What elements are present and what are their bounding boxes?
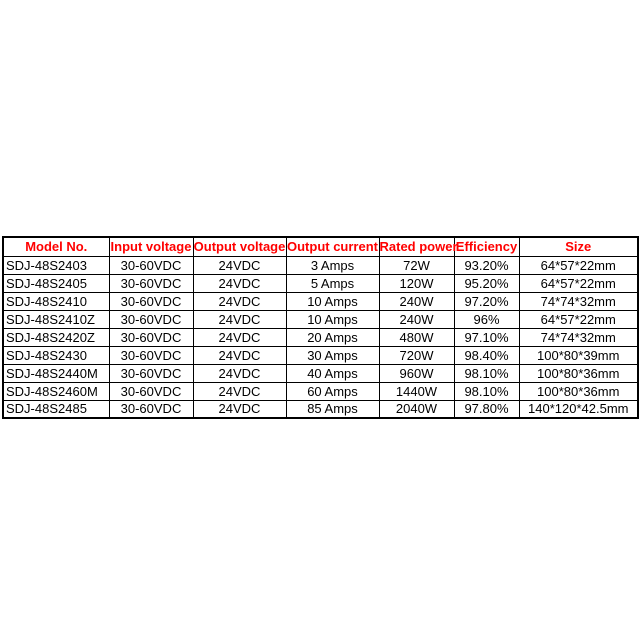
cell-output-voltage: 24VDC <box>193 400 286 418</box>
cell-input-voltage: 30-60VDC <box>109 274 193 292</box>
cell-rated-power: 120W <box>379 274 454 292</box>
cell-output-current: 3 Amps <box>286 256 379 274</box>
column-header-output-current: Output current <box>286 237 379 256</box>
cell-rated-power: 240W <box>379 292 454 310</box>
cell-efficiency: 93.20% <box>454 256 519 274</box>
cell-size: 74*74*32mm <box>519 292 638 310</box>
cell-model: SDJ-48S2485 <box>3 400 109 418</box>
cell-model: SDJ-48S2410 <box>3 292 109 310</box>
table-row <box>3 274 638 292</box>
cell-efficiency: 97.20% <box>454 292 519 310</box>
column-header-rated-power: Rated power <box>379 237 454 256</box>
cell-size: 140*120*42.5mm <box>519 400 638 418</box>
cell-output-current: 10 Amps <box>286 310 379 328</box>
column-header-size: Size <box>519 237 638 256</box>
cell-input-voltage: 30-60VDC <box>109 346 193 364</box>
cell-size: 100*80*39mm <box>519 346 638 364</box>
cell-output-current: 85 Amps <box>286 400 379 418</box>
power-supply-spec-table <box>2 236 639 419</box>
cell-output-voltage: 24VDC <box>193 364 286 382</box>
cell-size: 64*57*22mm <box>519 310 638 328</box>
cell-efficiency: 98.10% <box>454 382 519 400</box>
cell-rated-power: 480W <box>379 328 454 346</box>
table-row <box>3 292 638 310</box>
cell-output-voltage: 24VDC <box>193 256 286 274</box>
cell-rated-power: 72W <box>379 256 454 274</box>
cell-input-voltage: 30-60VDC <box>109 364 193 382</box>
cell-input-voltage: 30-60VDC <box>109 310 193 328</box>
cell-efficiency: 97.10% <box>454 328 519 346</box>
cell-size: 100*80*36mm <box>519 382 638 400</box>
cell-efficiency: 96% <box>454 310 519 328</box>
table-row <box>3 328 638 346</box>
cell-input-voltage: 30-60VDC <box>109 328 193 346</box>
cell-efficiency: 97.80% <box>454 400 519 418</box>
cell-output-voltage: 24VDC <box>193 346 286 364</box>
table-row <box>3 364 638 382</box>
column-header-efficiency: Efficiency <box>454 237 519 256</box>
cell-output-voltage: 24VDC <box>193 382 286 400</box>
column-header-input-voltage: Input voltage <box>109 237 193 256</box>
cell-model: SDJ-48S2460M <box>3 382 109 400</box>
column-header-output-voltage: Output voltage <box>193 237 286 256</box>
cell-output-current: 60 Amps <box>286 382 379 400</box>
cell-output-voltage: 24VDC <box>193 274 286 292</box>
table-row <box>3 310 638 328</box>
cell-output-voltage: 24VDC <box>193 328 286 346</box>
cell-output-voltage: 24VDC <box>193 292 286 310</box>
cell-efficiency: 98.40% <box>454 346 519 364</box>
cell-rated-power: 2040W <box>379 400 454 418</box>
table-row <box>3 346 638 364</box>
cell-rated-power: 960W <box>379 364 454 382</box>
cell-efficiency: 95.20% <box>454 274 519 292</box>
cell-input-voltage: 30-60VDC <box>109 292 193 310</box>
cell-efficiency: 98.10% <box>454 364 519 382</box>
cell-input-voltage: 30-60VDC <box>109 400 193 418</box>
cell-output-current: 10 Amps <box>286 292 379 310</box>
table-row <box>3 256 638 274</box>
cell-rated-power: 720W <box>379 346 454 364</box>
cell-output-current: 20 Amps <box>286 328 379 346</box>
cell-input-voltage: 30-60VDC <box>109 256 193 274</box>
cell-rated-power: 240W <box>379 310 454 328</box>
cell-model: SDJ-48S2405 <box>3 274 109 292</box>
cell-size: 100*80*36mm <box>519 364 638 382</box>
cell-size: 74*74*32mm <box>519 328 638 346</box>
cell-model: SDJ-48S2403 <box>3 256 109 274</box>
cell-size: 64*57*22mm <box>519 256 638 274</box>
cell-output-current: 30 Amps <box>286 346 379 364</box>
table-row <box>3 382 638 400</box>
column-header-model: Model No. <box>3 237 109 256</box>
cell-output-voltage: 24VDC <box>193 310 286 328</box>
cell-size: 64*57*22mm <box>519 274 638 292</box>
table-row <box>3 400 638 418</box>
cell-model: SDJ-48S2410Z <box>3 310 109 328</box>
cell-model: SDJ-48S2420Z <box>3 328 109 346</box>
cell-model: SDJ-48S2430 <box>3 346 109 364</box>
cell-rated-power: 1440W <box>379 382 454 400</box>
table-header-row <box>3 237 638 256</box>
cell-output-current: 5 Amps <box>286 274 379 292</box>
cell-input-voltage: 30-60VDC <box>109 382 193 400</box>
cell-model: SDJ-48S2440M <box>3 364 109 382</box>
cell-output-current: 40 Amps <box>286 364 379 382</box>
